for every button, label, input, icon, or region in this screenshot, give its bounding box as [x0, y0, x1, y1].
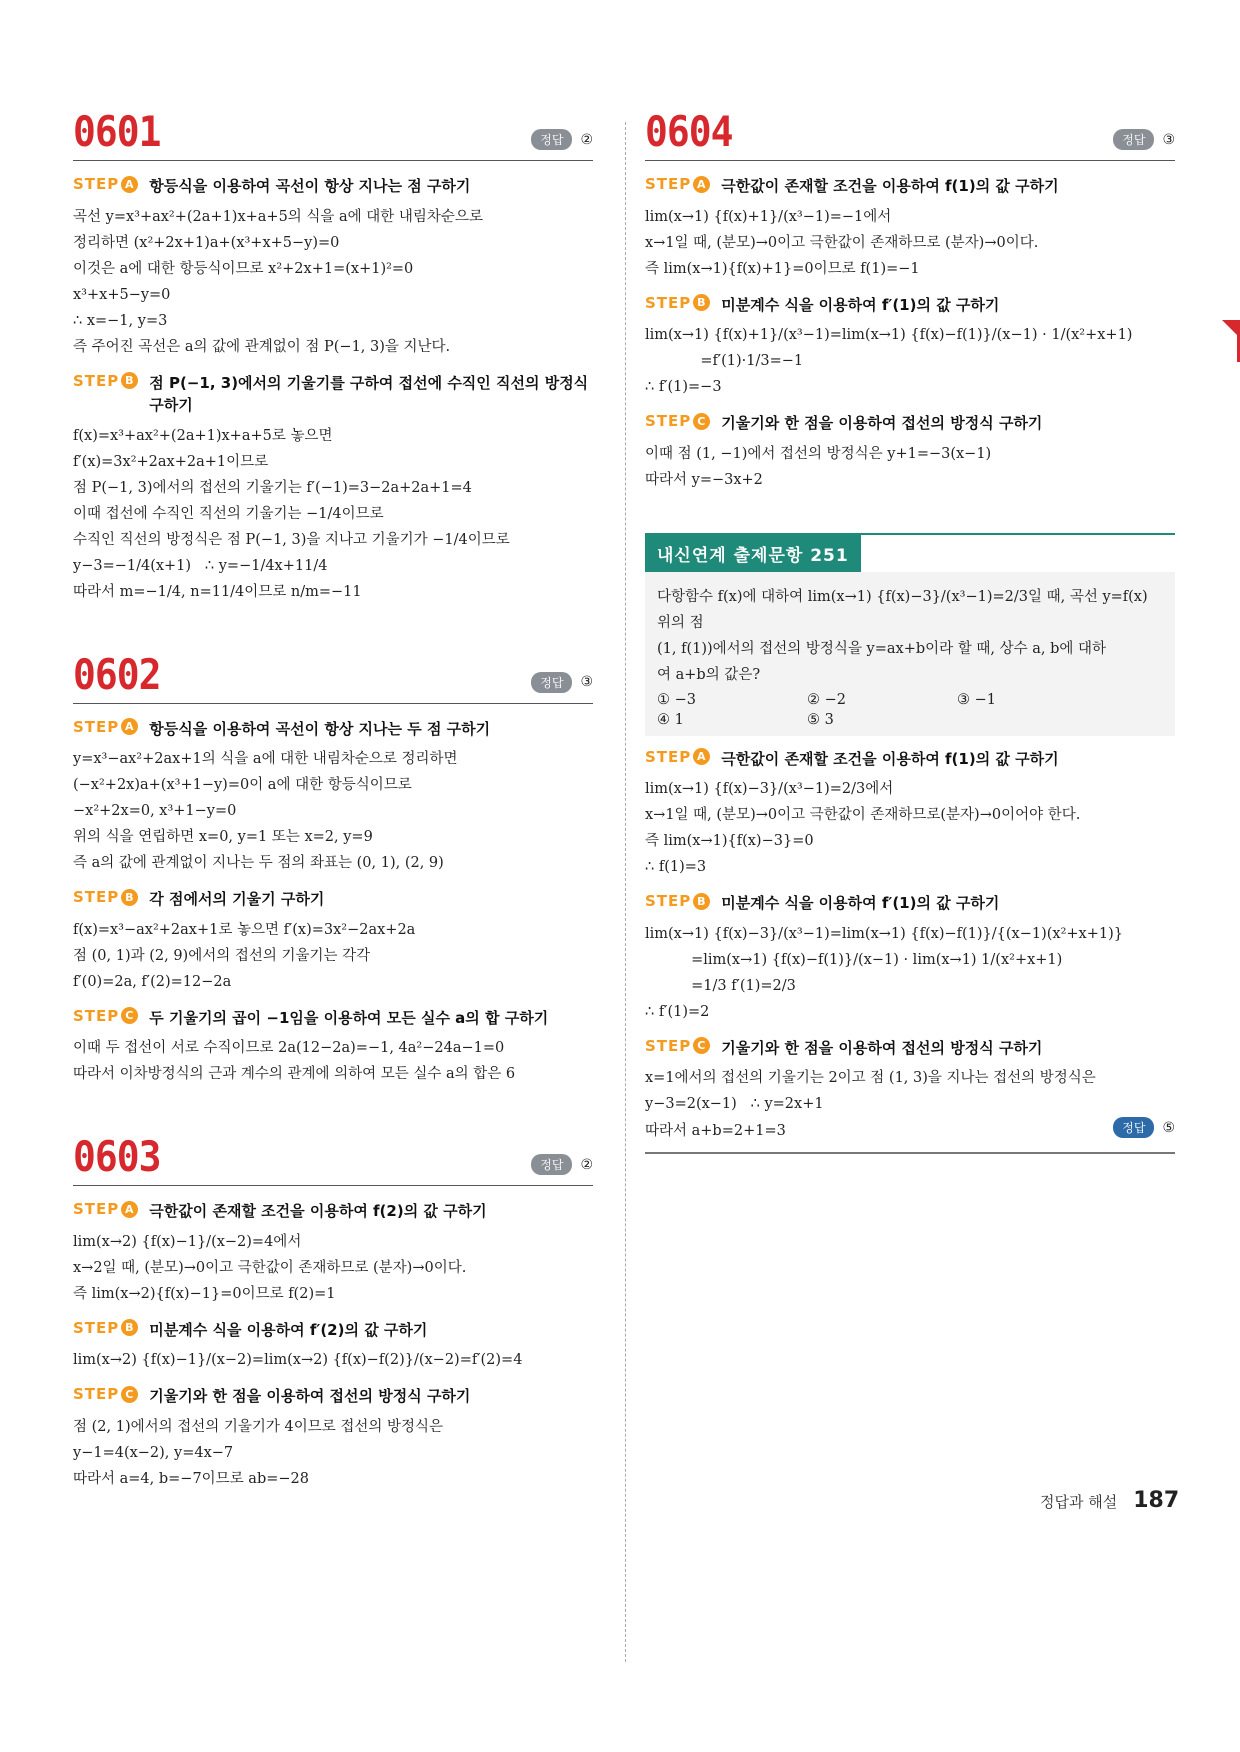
step-c — [645, 1037, 1175, 1060]
text-line: lim(x→1) {f(x)+1}/(x³−1)=−1에서 — [645, 208, 892, 225]
text-line: ∴ x=−1, y=3 — [73, 312, 168, 329]
problem-number: 0601 — [73, 107, 161, 156]
section-end-rule — [645, 1152, 1175, 1154]
problem-number: 0604 — [645, 107, 733, 156]
step-tag: STEP C — [73, 1385, 138, 1403]
text-line: 이때 접선에 수직인 직선의 기울기는 −1/4이므로 — [73, 505, 384, 522]
step-letter-icon: B — [693, 893, 710, 910]
final-row — [645, 1117, 1175, 1144]
step-a — [73, 175, 593, 198]
step-tag: STEP A — [73, 175, 138, 193]
answer-badge: 정답 — [531, 672, 572, 693]
text-line: x→2일 때, (분모)→0이고 극한값이 존재하므로 (분자)→0이다. — [73, 1259, 467, 1276]
problem-0604 — [645, 108, 1175, 493]
text-line: 점 (2, 1)에서의 접선의 기울기가 4이므로 접선의 방정식은 — [73, 1418, 444, 1435]
problem-header — [73, 1133, 593, 1186]
text-line: y−1=4(x−2), y=4x−7 — [73, 1444, 234, 1461]
right-column — [645, 108, 1175, 1154]
text-line: 따라서 이차방정식의 근과 계수의 관계에 의하여 모든 실수 a의 합은 6 — [73, 1066, 516, 1082]
final-answer — [1113, 1117, 1175, 1138]
answer-value: ⑤ — [1162, 1119, 1175, 1136]
step-title: 미분계수 식을 이용하여 f′(2)의 값 구하기 — [149, 1320, 428, 1339]
step-letter-icon: C — [693, 413, 710, 430]
text-line: 위의 식을 연립하면 x=0, y=1 또는 x=2, y=9 — [73, 829, 373, 845]
answer-value: ③ — [580, 674, 593, 690]
choice-5: ⑤ 3 — [807, 711, 834, 728]
answer-value: ② — [580, 131, 593, 148]
step-a — [73, 1200, 593, 1223]
text-line: =lim(x→1) {f(x)−f(1)}/(x−1) · lim(x→1) 1/(x²+x+1) — [645, 951, 1063, 968]
text-line: 즉 lim(x→2){f(x)−1}=0이므로 f(2)=1 — [73, 1285, 336, 1302]
answer — [531, 672, 593, 693]
text-line: x³+x+5−y=0 — [73, 286, 171, 303]
problem-number: 0603 — [73, 1132, 161, 1181]
text-line: y−3=2(x−1) ∴ y=2x+1 — [645, 1096, 824, 1112]
text-line: 수직인 직선의 방정식은 점 P(−1, 3)을 지나고 기울기가 −1/4이므로 — [73, 531, 510, 548]
column-divider — [625, 122, 626, 1662]
text-line: ∴ f(1)=3 — [645, 859, 707, 875]
step-c — [73, 1007, 593, 1030]
problem-0603 — [73, 1133, 593, 1492]
step-tag: STEP A — [645, 748, 710, 766]
step-title: 점 P(−1, 3)에서의 기울기를 구하여 접선에 수직인 직선의 방정식 구하기 — [149, 373, 589, 414]
text-line: 따라서 y=−3x+2 — [645, 471, 763, 488]
question-line: (1, f(1))에서의 접선의 방정식을 y=ax+b이라 할 때, 상수 a, b에 대하 — [657, 640, 1107, 657]
choice-1: ① −3 — [657, 691, 696, 708]
step-letter-icon: C — [693, 1037, 710, 1054]
step-b — [645, 294, 1175, 317]
text-line: 즉 a의 값에 관계없이 지나는 두 점의 좌표는 (0, 1), (2, 9) — [73, 855, 444, 871]
step-title: 극한값이 존재할 조건을 이용하여 f(2)의 값 구하기 — [149, 1202, 487, 1220]
step-tag: STEP B — [645, 892, 710, 910]
step-tag: STEP B — [73, 1319, 138, 1337]
text-line: 이때 두 접선이 서로 수직이므로 2a(12−2a)=−1, 4a²−24a−1=0 — [73, 1040, 505, 1056]
step-title: 각 점에서의 기울기 구하기 — [149, 890, 325, 908]
text-line: 점 (0, 1)과 (2, 9)에서의 접선의 기울기는 각각 — [73, 947, 371, 964]
choice-3: ③ −1 — [957, 691, 996, 708]
answer — [1113, 129, 1175, 150]
problem-0602 — [73, 651, 593, 1088]
step-c — [645, 412, 1175, 435]
text-line: f(x)=x³−ax²+2ax+1로 놓으면 f′(x)=3x²−2ax+2a — [73, 921, 416, 938]
problem-header — [645, 108, 1175, 161]
step-tag: STEP A — [645, 175, 710, 193]
question-line: 다항함수 f(x)에 대하여 lim(x→1) {f(x)−3}/(x³−1)=2/3일 때, 곡선 y=f(x) 위의 점 — [657, 588, 1153, 631]
text-line: 점 P(−1, 3)에서의 접선의 기울기는 f′(−1)=3−2a+2a+1=4 — [73, 479, 472, 496]
text-line: 이때 점 (1, −1)에서 접선의 방정식은 y+1=−3(x−1) — [645, 445, 992, 462]
text-line: lim(x→2) {f(x)−1}/(x−2)=lim(x→2) {f(x)−f(2)}/(x−2)=f′(2)=4 — [73, 1352, 523, 1368]
text-line: x=1에서의 접선의 기울기는 2이고 점 (1, 3)을 지나는 접선의 방정식은 — [645, 1070, 1096, 1086]
left-column — [73, 108, 593, 1538]
answer-badge: 정답 — [1113, 1117, 1154, 1138]
text-line: ∴ f′(1)=−3 — [645, 379, 722, 395]
step-tag: STEP C — [645, 1037, 710, 1055]
step-letter-icon: B — [693, 294, 710, 311]
problem-header — [73, 651, 593, 704]
text-line: 따라서 a=4, b=−7이므로 ab=−28 — [73, 1470, 309, 1487]
step-a — [73, 718, 593, 741]
problem-0601 — [73, 108, 593, 605]
text-line: lim(x→1) {f(x)−3}/(x³−1)=lim(x→1) {f(x)−f(1)}/{(x−1)(x²+x+1)} — [645, 925, 1123, 942]
connection-header: 내신연계 출제문항 251 — [645, 535, 861, 572]
answer-value: ② — [580, 1156, 593, 1173]
connection-solution — [645, 748, 1175, 1155]
step-c — [73, 1385, 593, 1408]
step-letter-icon: B — [121, 372, 138, 389]
step-b — [73, 1319, 593, 1342]
step-title: 미분계수 식을 이용하여 f′(1)의 값 구하기 — [721, 894, 1000, 912]
text-line: (−x²+2x)a+(x³+1−y)=0이 a에 대한 항등식이므로 — [73, 777, 412, 793]
answer — [531, 129, 593, 150]
step-title: 극한값이 존재할 조건을 이용하여 f(1)의 값 구하기 — [721, 177, 1059, 195]
step-letter-icon: C — [121, 1386, 138, 1403]
step-b — [645, 892, 1175, 915]
text-line: 즉 lim(x→1){f(x)−3}=0 — [645, 833, 814, 849]
answer-badge: 정답 — [531, 129, 572, 150]
step-letter-icon: A — [693, 176, 710, 193]
answer-badge: 정답 — [1113, 129, 1154, 150]
choice-2: ② −2 — [807, 691, 846, 708]
page-footer — [1040, 1488, 1179, 1513]
connection-body — [645, 572, 1175, 736]
step-tag: STEP A — [73, 1200, 138, 1218]
step-letter-icon: A — [121, 176, 138, 193]
text-line: −x²+2x=0, x³+1−y=0 — [73, 803, 237, 819]
step-title: 기울기와 한 점을 이용하여 접선의 방정식 구하기 — [721, 1038, 1043, 1057]
problem-header — [73, 108, 593, 161]
step-title: 두 기울기의 곱이 −1임을 이용하여 모든 실수 a의 합 구하기 — [149, 1008, 549, 1027]
problem-number: 0602 — [73, 650, 161, 699]
step-tag: STEP B — [645, 294, 710, 312]
question-line: 여 a+b의 값은? — [657, 666, 761, 683]
text-line: 따라서 m=−1/4, n=11/4이므로 n/m=−11 — [73, 583, 362, 600]
step-tag: STEP C — [645, 412, 710, 430]
text-line: x→1일 때, (분모)→0이고 극한값이 존재하므로 (분자)→0이다. — [645, 234, 1039, 251]
text-line: ∴ f′(1)=2 — [645, 1003, 710, 1020]
text-line: 즉 주어진 곡선은 a의 값에 관계없이 점 P(−1, 3)을 지난다. — [73, 338, 451, 355]
step-letter-icon: A — [121, 718, 138, 735]
page-number: 187 — [1133, 1488, 1180, 1513]
step-letter-icon: B — [121, 1319, 138, 1336]
step-a — [645, 175, 1175, 198]
text-line: y=x³−ax²+2ax+1의 식을 a에 대한 내림차순으로 정리하면 — [73, 751, 458, 767]
choices — [657, 692, 1163, 728]
text-line: lim(x→1) {f(x)+1}/(x³−1)=lim(x→1) {f(x)−f(1)}/(x−1) · 1/(x²+x+1) — [645, 327, 1133, 343]
text-line: lim(x→1) {f(x)−3}/(x³−1)=2/3에서 — [645, 781, 894, 797]
footer-label: 정답과 해설 — [1040, 1493, 1118, 1511]
text-line: 따라서 a+b=2+1=3 — [645, 1122, 786, 1139]
connection-problem-box — [645, 533, 1175, 736]
step-b — [73, 372, 593, 417]
step-title: 기울기와 한 점을 이용하여 접선의 방정식 구하기 — [721, 414, 1043, 432]
step-letter-icon: A — [693, 748, 710, 765]
text-line: f′(x)=3x²+2ax+2a+1이므로 — [73, 453, 269, 470]
text-line: x→1일 때, (분모)→0이고 극한값이 존재하므로(분자)→0이어야 한다. — [645, 807, 1081, 823]
answer-value: ③ — [1162, 131, 1175, 148]
step-tag: STEP B — [73, 888, 138, 906]
answer — [531, 1154, 593, 1175]
text-line: lim(x→2) {f(x)−1}/(x−2)=4에서 — [73, 1233, 302, 1250]
text-line: 곡선 y=x³+ax²+(2a+1)x+a+5의 식을 a에 대한 내림차순으로 — [73, 208, 483, 225]
text-line: f(x)=x³+ax²+(2a+1)x+a+5로 놓으면 — [73, 427, 333, 444]
text-line: f′(0)=2a, f′(2)=12−2a — [73, 973, 232, 990]
answer-badge: 정답 — [531, 1154, 572, 1175]
step-letter-icon: A — [121, 1201, 138, 1218]
text-line: =1/3 f′(1)=2/3 — [645, 977, 796, 994]
step-letter-icon: C — [121, 1007, 138, 1024]
step-tag: STEP C — [73, 1007, 138, 1025]
step-title: 기울기와 한 점을 이용하여 접선의 방정식 구하기 — [149, 1387, 471, 1405]
step-b — [73, 888, 593, 911]
step-a — [645, 748, 1175, 771]
step-title: 극한값이 존재할 조건을 이용하여 f(1)의 값 구하기 — [721, 749, 1059, 768]
step-title: 항등식을 이용하여 곡선이 항상 지나는 점 구하기 — [149, 177, 471, 195]
step-letter-icon: B — [121, 889, 138, 906]
step-title: 미분계수 식을 이용하여 f′(1)의 값 구하기 — [721, 295, 1000, 314]
text-line: 즉 lim(x→1){f(x)+1}=0이므로 f(1)=−1 — [645, 260, 920, 277]
choice-4: ④ 1 — [657, 711, 684, 728]
step-title: 항등식을 이용하여 곡선이 항상 지나는 두 점 구하기 — [149, 719, 491, 738]
text-line: 이것은 a에 대한 항등식이므로 x²+2x+1=(x+1)²=0 — [73, 260, 414, 277]
text-line: y−3=−1/4(x+1) ∴ y=−1/4x+11/4 — [73, 557, 328, 574]
text-line: =f′(1)·1/3=−1 — [645, 353, 804, 369]
text-line: 정리하면 (x²+2x+1)a+(x³+x+5−y)=0 — [73, 234, 340, 251]
step-tag: STEP B — [73, 372, 138, 390]
step-tag: STEP A — [73, 718, 138, 736]
